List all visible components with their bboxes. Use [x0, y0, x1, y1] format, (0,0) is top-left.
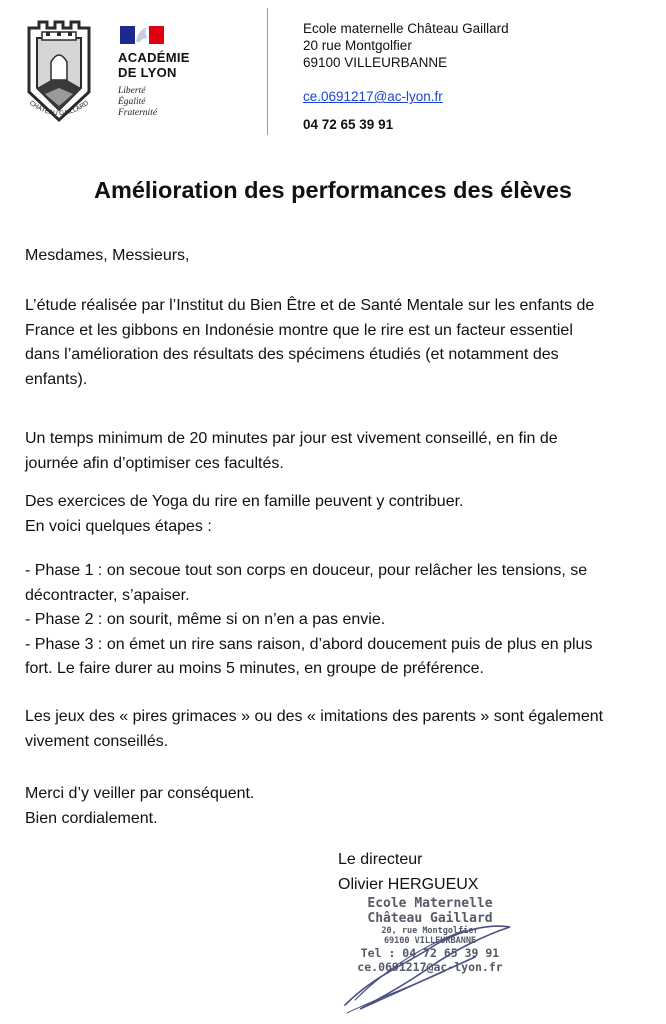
phase-line: - Phase 3 : on émet un rire sans raison, d’abord doucement puis de plus en plus [25, 635, 593, 653]
academie-logo [118, 24, 228, 124]
stamp-line: ce.0691217@ac-lyon.fr [357, 960, 503, 974]
paragraph-study [25, 294, 645, 392]
document-title: Amélioration des performances des élèves [93, 177, 573, 203]
phase-line: - Phase 1 : on secoue tout son corps en douceur, pour relâcher les tensions, se [25, 562, 588, 579]
text-line: dans l’amélioration des résultats des spécimens étudiés (et notamment des [25, 346, 559, 363]
address-line: 69100 VILLEURBANNE [303, 55, 448, 70]
stamp-line: 69100 VILLEURBANNE [383, 936, 477, 946]
address-line: Ecole maternelle Château Gaillard [303, 21, 509, 36]
text-line: En voici quelques étapes : [25, 517, 212, 535]
closing [25, 782, 645, 831]
phase-line: décontracter, s’apaiser. [25, 586, 190, 604]
text-line: Merci d’y veiller par conséquent. [25, 785, 255, 802]
paragraph-duration [25, 427, 645, 476]
text-line: France et les gibbons en Indonésie montre que le rire est un facteur essentiel [25, 321, 573, 339]
text-line: journée afin d’optimiser ces facultés. [25, 454, 284, 472]
greeting: Mesdames, Messieurs, [25, 247, 190, 264]
school-logo [25, 18, 93, 126]
handwritten-signature-icon [335, 905, 525, 1015]
stamp-line: Château Gaillard [367, 911, 493, 926]
svg-text:CHÂTEAU GAILLARD: CHÂTEAU GAILLARD [27, 99, 91, 118]
republic-motto: Liberté Égalité Fraternité [118, 86, 158, 118]
phase-line: - Phase 2 : on sourit, même si on n’en a pas envie. [25, 611, 386, 628]
school-address [303, 20, 509, 71]
phases-list [25, 559, 645, 682]
text-line: enfants). [25, 370, 88, 388]
paragraph-yoga [25, 490, 645, 539]
header-divider [267, 8, 268, 135]
stamp-line: Tel : 04 72 65 39 91 [360, 946, 500, 960]
text-line: L’étude réalisée par l’Institut du Bien Être et de Santé Mentale sur les enfants de [25, 297, 595, 314]
school-phone: 04 72 65 39 91 [303, 117, 394, 132]
signatory-role: Le directeur [338, 851, 423, 868]
text-line: Les jeux des « pires grimaces » ou des « imitations des parents » sont également [25, 708, 604, 725]
school-logo-caption [23, 98, 95, 126]
text-line: Des exercices de Yoga du rire en famille peuvent y contribuer. [25, 493, 464, 510]
text-line: vivement conseillés. [25, 732, 169, 750]
address-line: 20 rue Montgolfier [303, 38, 412, 53]
paragraph-games [25, 705, 645, 754]
text-line: Bien cordialement. [25, 809, 158, 827]
stamp-line: 20, rue Montgolfier [381, 926, 479, 936]
stamp-line: Ecole Maternelle [367, 896, 493, 911]
academie-name: ACADÉMIE DE LYON [118, 50, 190, 80]
phase-line: fort. Le faire durer au moins 5 minutes, en groupe de préférence. [25, 660, 484, 677]
marianne-flag-icon [120, 26, 164, 44]
school-email-link[interactable]: ce.0691217@ac-lyon.fr [303, 89, 443, 104]
text-line: Un temps minimum de 20 minutes par jour est vivement conseillé, en fin de [25, 430, 558, 447]
signatory-name: Olivier HERGUEUX [338, 876, 479, 893]
